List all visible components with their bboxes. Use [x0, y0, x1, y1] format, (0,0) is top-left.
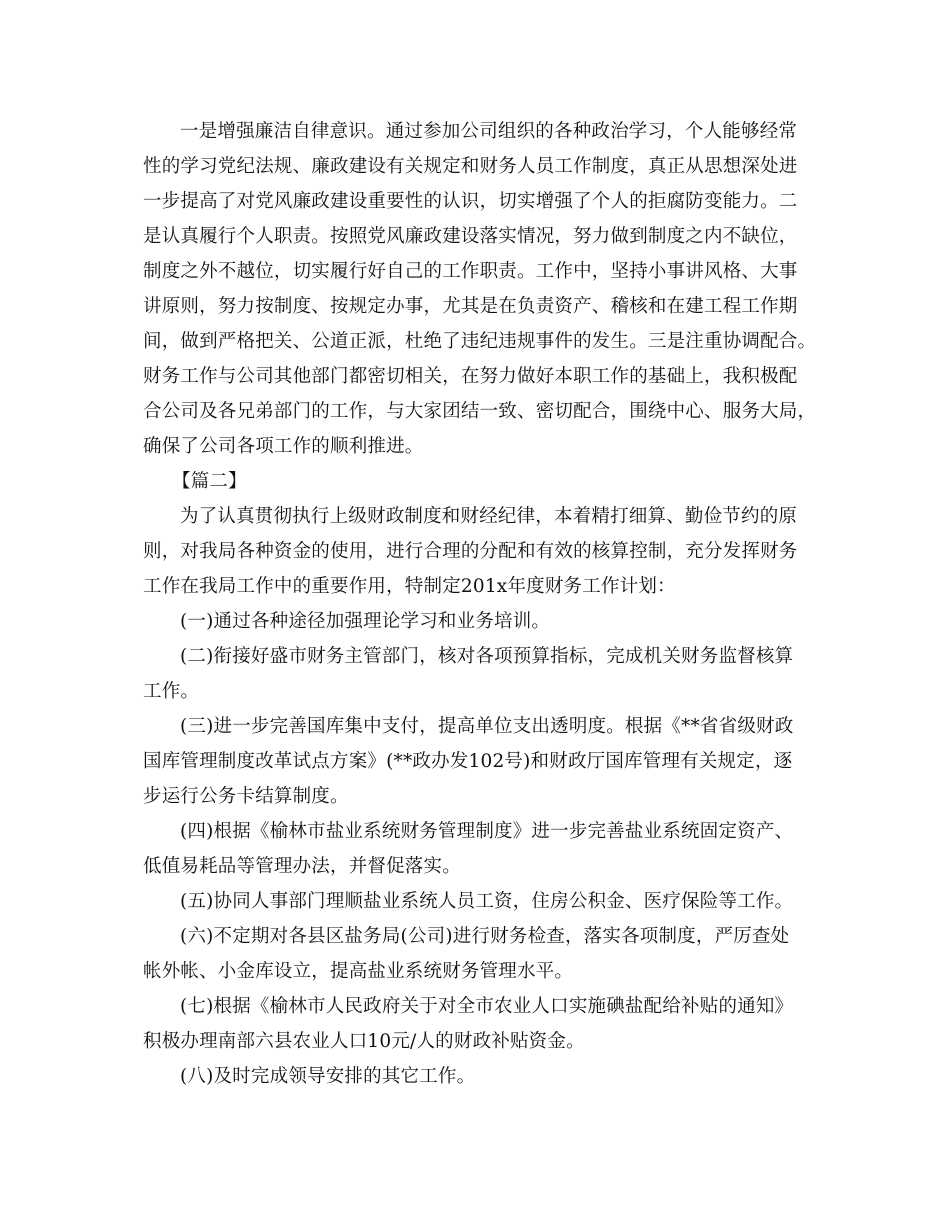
- paragraph-line: 一步提高了对党风廉政建设重要性的认识，切实增强了个人的拒腐防变能力。二: [143, 191, 798, 212]
- list-item-1: (一)通过各种途径加强理论学习和业务培训。: [180, 611, 551, 632]
- paragraph-line: 性的学习党纪法规、廉政建设有关规定和财务人员工作制度，真正从思想深处进: [143, 156, 798, 177]
- list-item-2-continuation: 工作。: [143, 681, 200, 702]
- paragraph-line: 为了认真贯彻执行上级财政制度和财经纪律，本着精打细算、勤俭节约的原: [180, 506, 798, 527]
- list-item-3-continuation: 步运行公务卡结算制度。: [143, 786, 349, 807]
- list-item-4-continuation: 低值易耗品等管理办法，并督促落实。: [143, 856, 461, 877]
- paragraph-line: 则，对我局各种资金的使用，进行合理的分配和有效的核算控制，充分发挥财务: [143, 541, 798, 562]
- paragraph-line: 是认真履行个人职责。按照党风廉政建设落实情况，努力做到制度之内不缺位，: [143, 226, 798, 247]
- list-item-3-continuation: 国库管理制度改革试点方案》(**政办发102号)和财政厅国库管理有关规定，逐: [143, 751, 793, 772]
- list-item-6: (六)不定期对各县区盐务局(公司)进行财务检查，落实各项制度，严厉查处: [180, 926, 790, 947]
- section-heading: 【篇二】: [172, 471, 247, 492]
- list-item-8: (八)及时完成领导安排的其它工作。: [180, 1066, 476, 1087]
- paragraph-line: 讲原则，努力按制度、按规定办事，尤其是在负责资产、稽核和在建工程工作期: [143, 296, 798, 317]
- list-item-7: (七)根据《榆林市人民政府关于对全市农业人口实施碘盐配给补贴的通知》: [180, 996, 794, 1017]
- paragraph-line: 工作在我局工作中的重要作用，特制定201x年度财务工作计划：: [143, 576, 676, 597]
- list-item-2: (二)衔接好盛市财务主管部门，核对各项预算指标，完成机关财务监督核算: [180, 646, 794, 667]
- list-item-5: (五)协同人事部门理顺盐业系统人员工资，住房公积金、医疗保险等工作。: [180, 891, 794, 912]
- paragraph-line: 间，做到严格把关、公道正派，杜绝了违纪违规事件的发生。三是注重协调配合。: [143, 331, 817, 352]
- list-item-6-continuation: 帐外帐、小金库设立，提高盐业系统财务管理水平。: [143, 961, 574, 982]
- paragraph-line: 合公司及各兄弟部门的工作，与大家团结一致、密切配合，围绕中心、服务大局，: [143, 401, 817, 422]
- paragraph-line: 财务工作与公司其他部门都密切相关，在努力做好本职工作的基础上，我积极配: [143, 366, 798, 387]
- list-item-3: (三)进一步完善国库集中支付，提高单位支出透明度。根据《**省省级财政: [180, 716, 794, 737]
- paragraph-line: 一是增强廉洁自律意识。通过参加公司组织的各种政治学习，个人能够经常: [180, 121, 798, 142]
- paragraph-line: 制度之外不越位，切实履行好自己的工作职责。工作中，坚持小事讲风格、大事: [143, 261, 798, 282]
- list-item-4: (四)根据《榆林市盐业系统财务管理制度》进一步完善盐业系统固定资产、: [180, 821, 794, 842]
- paragraph-line: 确保了公司各项工作的顺利推进。: [143, 436, 424, 457]
- list-item-7-continuation: 积极办理南部六县农业人口10元/人的财政补贴资金。: [143, 1031, 585, 1052]
